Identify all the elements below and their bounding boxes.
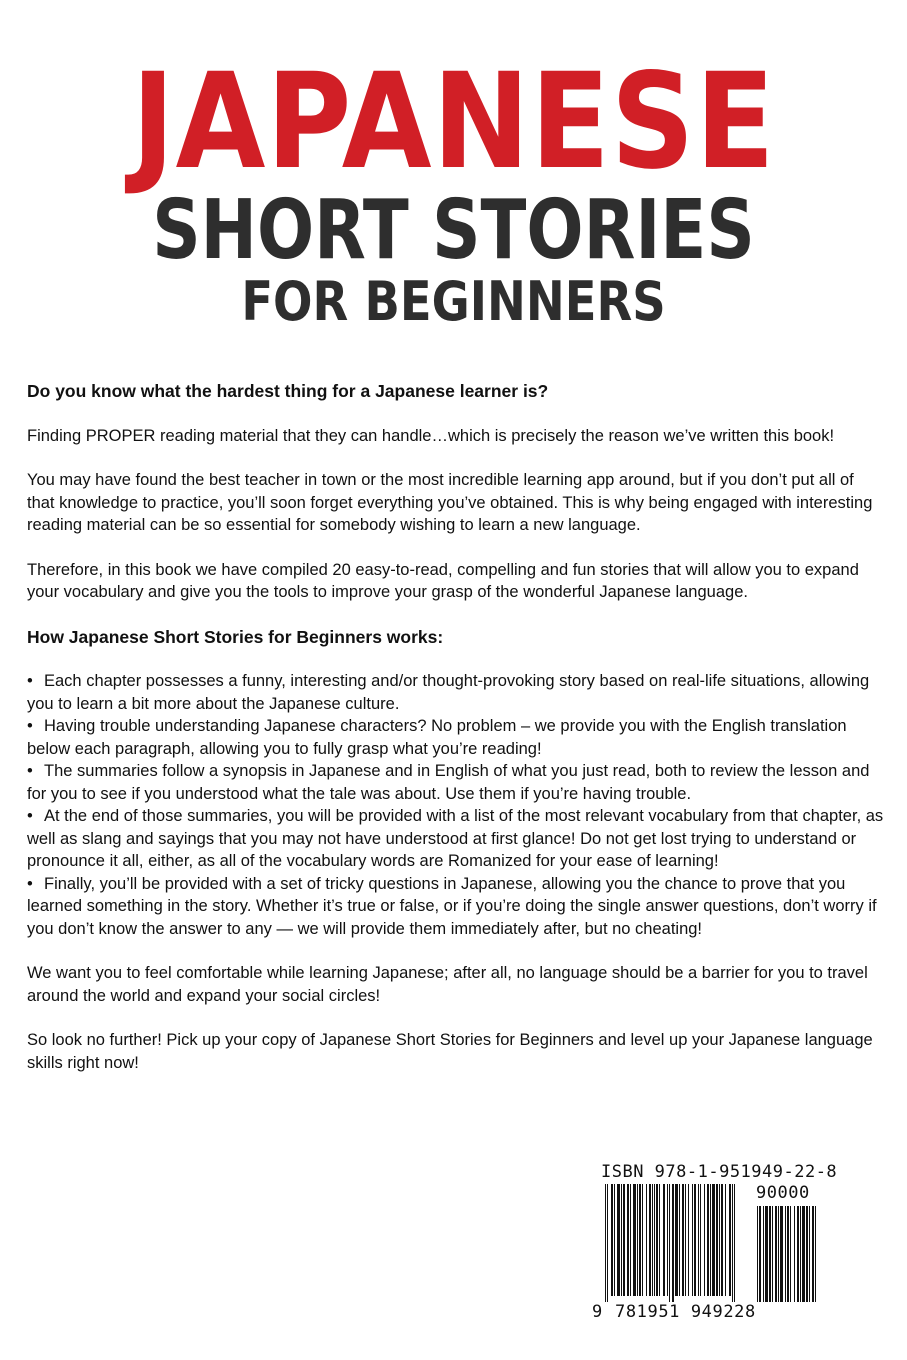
barcode-bar — [729, 1184, 731, 1296]
list-item-text: At the end of those summaries, you will be provided with a list of the most relevant vocabulary from that chapter, as well as slang and sayings that you may not have understood at first glance! Do not get lost trying to understand or pronounce it all, either, as all of the vocabulary words are Romanized for your ease of learning! — [27, 807, 884, 870]
paragraph-4: We want you to feel comfortable while learning Japanese; after all, no language should be a barrier for you to travel around the world and expand your social circles! — [27, 964, 868, 1005]
barcode-bar — [698, 1184, 699, 1296]
barcode-bar — [652, 1184, 653, 1296]
barcode-bar — [630, 1184, 631, 1296]
cover-title — [0, 45, 907, 333]
barcode-bar — [639, 1184, 641, 1296]
isbn-label: ISBN 978-1-951949-22-8 — [601, 1162, 838, 1182]
barcode-bar — [682, 1184, 684, 1296]
list-item — [27, 873, 885, 941]
barcode-first-digit: 9 — [592, 1302, 603, 1322]
list-item — [27, 760, 885, 805]
barcode-bar — [656, 1184, 658, 1296]
barcode-bar — [614, 1184, 615, 1296]
barcode-digits: 781951 949228 — [615, 1302, 756, 1322]
barcode-bar — [712, 1184, 715, 1296]
barcode-bar — [759, 1206, 761, 1302]
how-it-works-heading: How Japanese Short Stories for Beginners works: — [27, 626, 444, 647]
barcode-icon — [605, 1184, 751, 1302]
barcode-bar — [675, 1184, 678, 1296]
barcode-bar — [642, 1184, 643, 1296]
list-item — [27, 670, 885, 715]
bullet-icon: • — [27, 672, 33, 690]
list-item-text: Having trouble understanding Japanese characters? No problem – we provide you with the English translation below each paragraph, allowing you to fully grasp what you’re reading! — [27, 717, 847, 758]
barcode-bar — [607, 1184, 608, 1302]
barcode-bar — [794, 1206, 795, 1302]
list-item — [27, 805, 885, 873]
intro-question: Do you know what the hardest thing for a Japanese learner is? — [27, 381, 549, 401]
back-cover-blurb — [27, 380, 885, 1096]
paragraph-1: Finding PROPER reading material that they can handle…which is precisely the reason we’ve written this book! — [27, 426, 835, 445]
barcode-bar — [621, 1184, 622, 1296]
barcode-bar — [778, 1206, 779, 1302]
list-item — [27, 715, 885, 760]
barcode-bar — [649, 1184, 651, 1296]
barcode-bar — [800, 1206, 801, 1302]
barcode-bar — [809, 1206, 810, 1302]
barcode-bar — [627, 1184, 629, 1296]
barcode-bar — [663, 1184, 665, 1296]
isbn-barcode-box — [591, 1158, 857, 1350]
barcode-bar — [688, 1184, 689, 1296]
barcode-bar — [721, 1184, 723, 1296]
barcode-bar — [679, 1184, 680, 1296]
paragraph-5: So look no further! Pick up your copy of Japanese Short Stories for Beginners and level up your Japanese language skills right now! — [27, 1031, 873, 1072]
barcode-bar — [710, 1184, 711, 1296]
barcode-bar — [646, 1184, 647, 1296]
barcode-bar — [685, 1184, 686, 1296]
barcode-bar — [623, 1184, 625, 1296]
barcode-bar — [775, 1206, 777, 1302]
list-item-text: Finally, you’ll be provided with a set of tricky questions in Japanese, allowing you the chance to prove that you learned something in the story. Whether it’s true or false, or if you’re doing the single answer questions, don’t worry if you don’t know the answer to any — we will provide them immediately after, but no cheating! — [27, 874, 877, 938]
barcode-bar — [757, 1206, 758, 1302]
barcode-bar — [716, 1184, 718, 1296]
barcode-bar — [692, 1184, 693, 1296]
barcode-bar — [780, 1206, 783, 1302]
barcode-bar — [797, 1206, 799, 1302]
barcode-bar — [812, 1206, 814, 1302]
bullet-icon: • — [27, 762, 33, 780]
bullet-icon: • — [27, 717, 33, 735]
barcode-bar — [765, 1206, 768, 1302]
price-code: 90000 — [756, 1183, 810, 1203]
barcode-bar — [707, 1184, 709, 1296]
list-item-text: The summaries follow a synopsis in Japanese and in English of what you just read, both to review the lesson and for you to see if you understood what the tale was about. Use them if you’re having trouble. — [27, 762, 870, 803]
barcode-bar — [787, 1206, 789, 1302]
barcode-bar — [694, 1184, 696, 1296]
features-list — [27, 670, 885, 940]
barcode-bar — [769, 1206, 771, 1302]
barcode-bar — [637, 1184, 638, 1296]
barcode-bar — [719, 1184, 720, 1296]
barcode-bar — [633, 1184, 636, 1296]
barcode-bar — [815, 1206, 816, 1302]
paragraph-2: You may have found the best teacher in town or the most incredible learning app around, but if you don’t put all of that knowledge to practice, you’ll soon forget everything you’ve obtained. This is why being engaged with interesting reading material can be so essential for somebody wishing to learn a new language. — [27, 471, 873, 534]
barcode-bar — [790, 1206, 791, 1302]
title-for-beginners: FOR BEGINNERS — [241, 270, 666, 333]
bullet-icon: • — [27, 807, 33, 825]
barcode-bar — [785, 1206, 786, 1302]
barcode-bar — [700, 1184, 701, 1296]
barcode-bar — [667, 1184, 668, 1296]
paragraph-3: Therefore, in this book we have compiled 20 easy-to-read, compelling and fun stories that will allow you to expand your vocabulary and give you the tools to improve your grasp of the wonderful Japanese language. — [27, 560, 859, 601]
title-japanese: JAPANESE — [131, 45, 776, 199]
barcode-bar — [725, 1184, 726, 1296]
barcode-bar — [704, 1184, 705, 1296]
barcode-bar — [806, 1206, 808, 1302]
barcode-bar — [659, 1184, 660, 1296]
barcode-bar — [605, 1184, 606, 1302]
barcode-bar — [669, 1184, 670, 1302]
barcode-bar — [654, 1184, 655, 1296]
addon-barcode-icon — [757, 1206, 843, 1302]
list-item-text: Each chapter possesses a funny, interesting and/or thought-provoking story based on real-life situations, allowing you to learn a bit more about the Japanese culture. — [27, 672, 870, 713]
barcode-bar — [617, 1184, 620, 1296]
barcode-bar — [802, 1206, 805, 1302]
barcode-bar — [763, 1206, 764, 1302]
title-short-stories: SHORT STORIES — [152, 183, 755, 278]
barcode-bar — [611, 1184, 613, 1296]
barcode-bar — [772, 1206, 773, 1302]
barcode-bar — [672, 1184, 674, 1302]
barcode-bar — [734, 1184, 735, 1302]
barcode-bar — [732, 1184, 733, 1302]
bullet-icon: • — [27, 874, 33, 893]
